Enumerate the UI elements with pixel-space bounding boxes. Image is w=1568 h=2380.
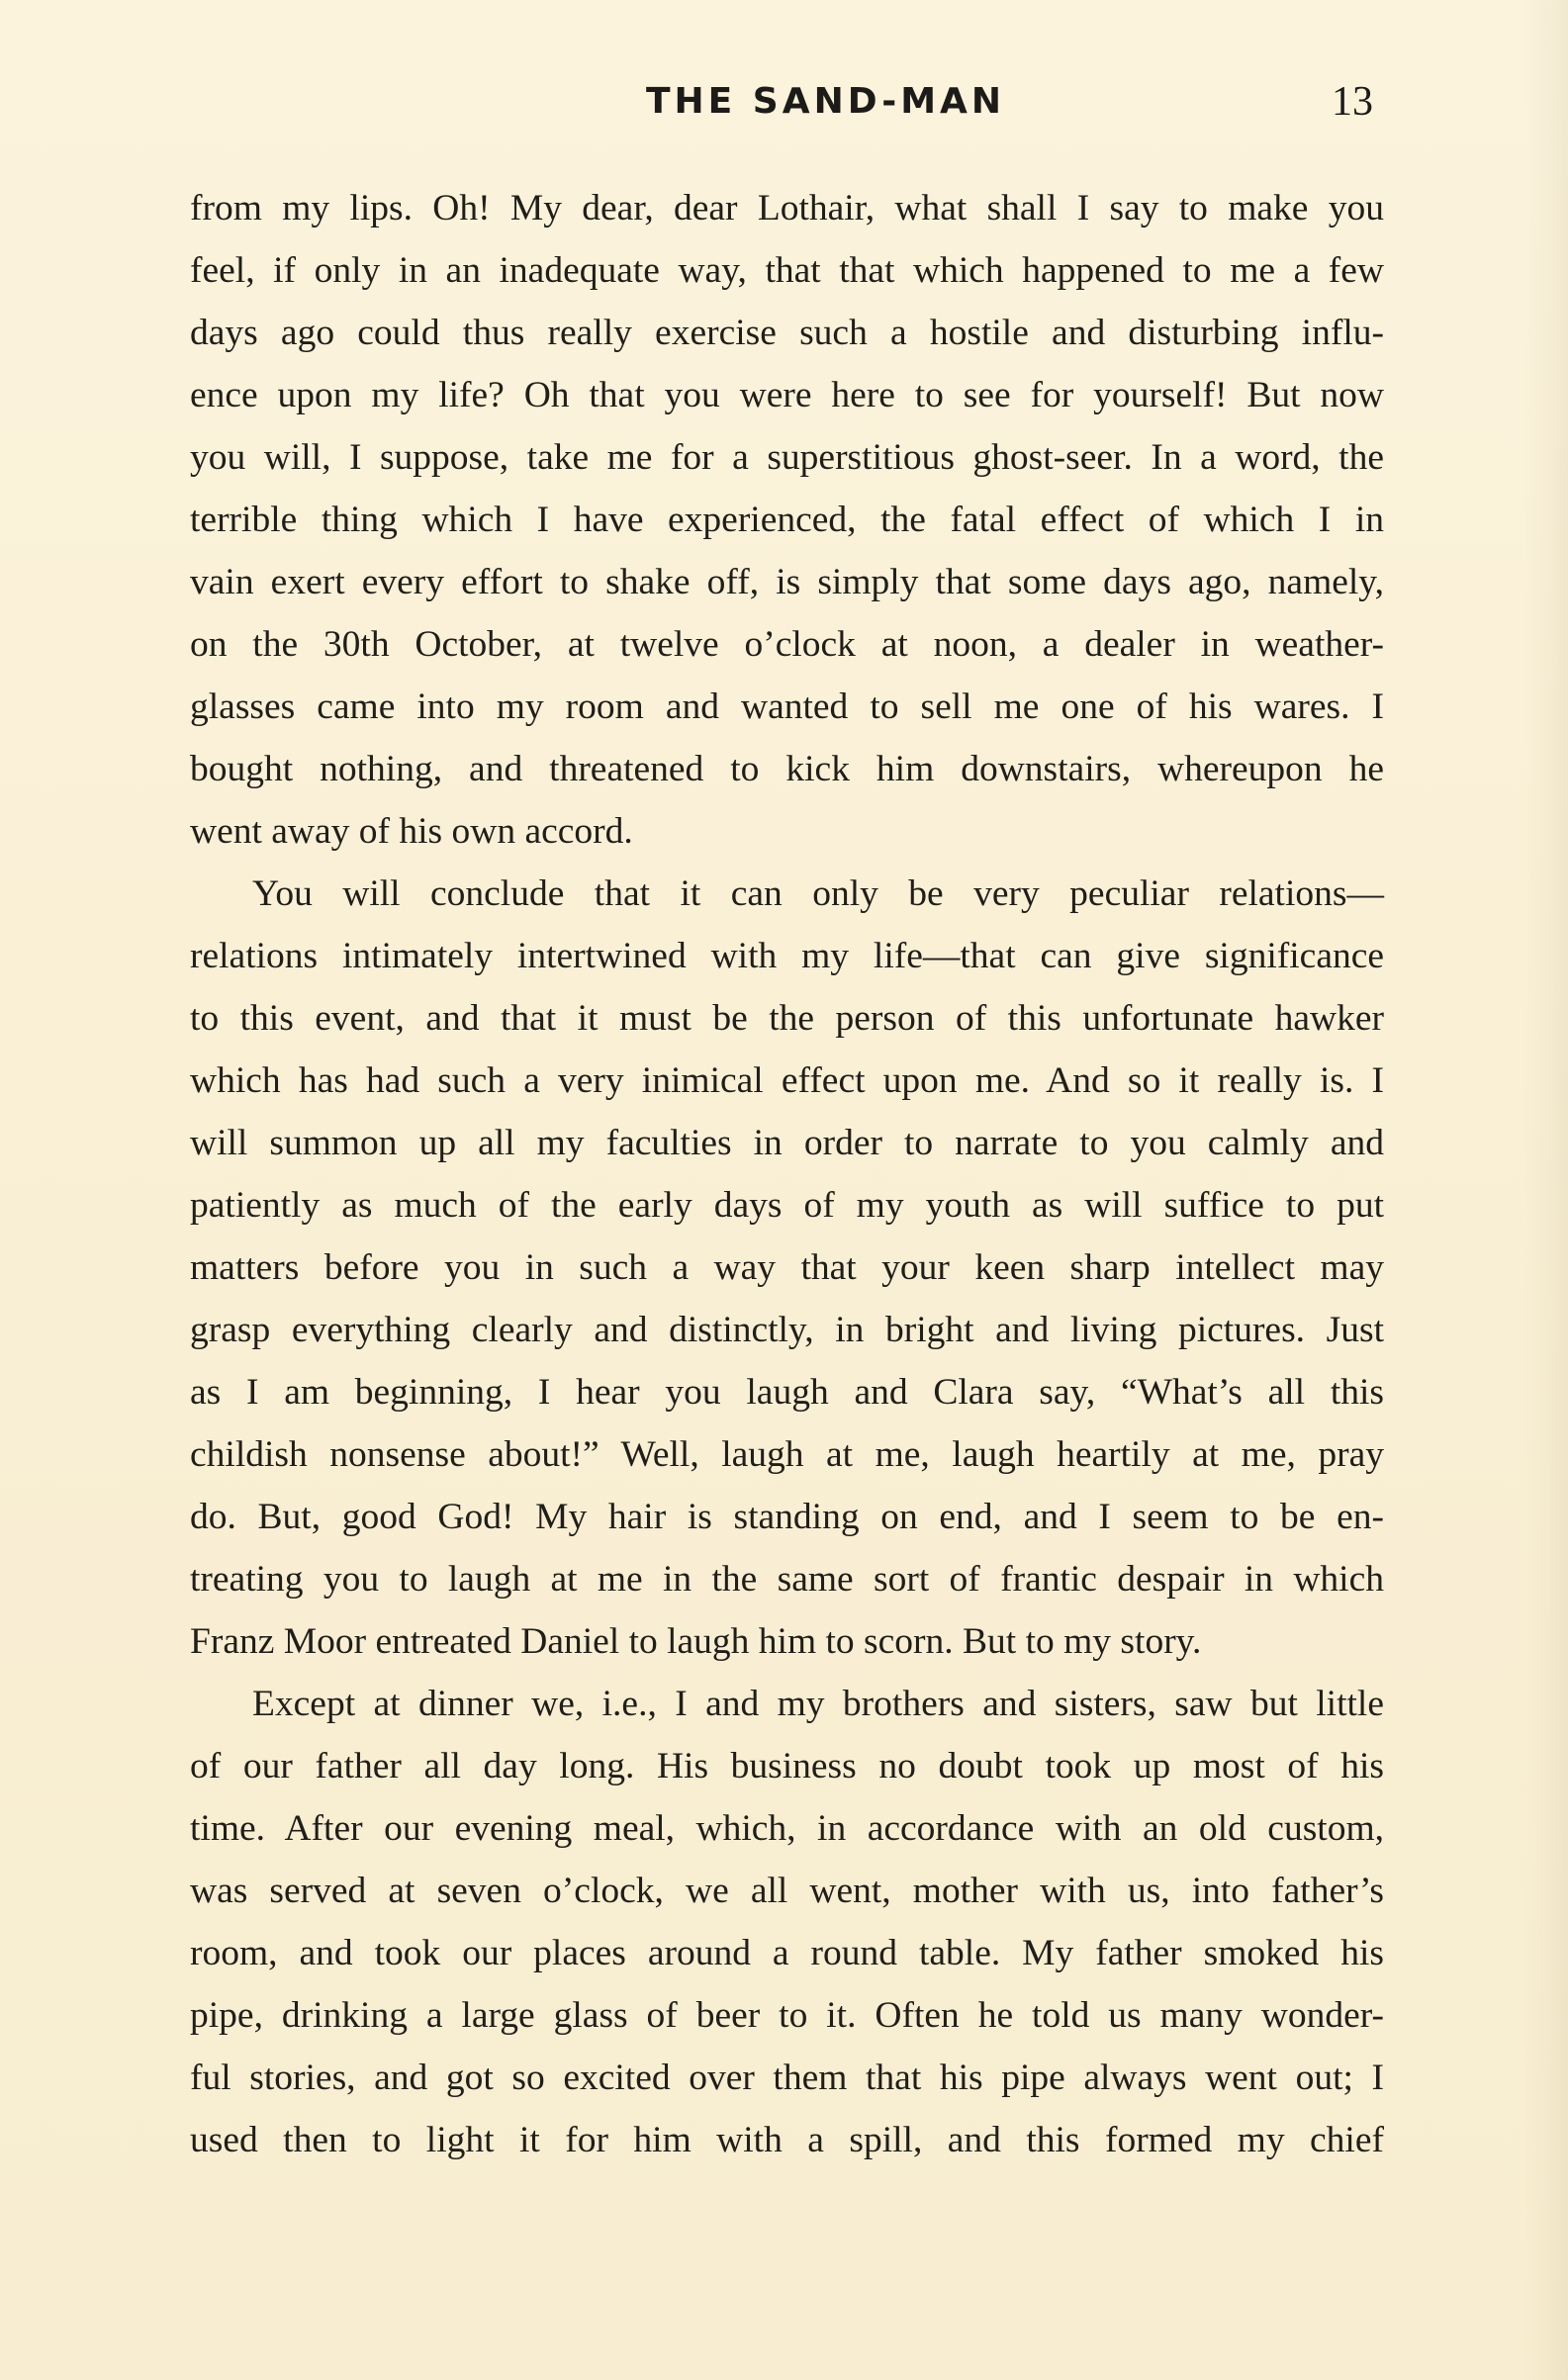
text-line: Except at dinner we, i.e., I and my brothers and sisters, saw but little xyxy=(252,1684,1384,1724)
text-line: from my lips. Oh! My dear, dear Lothair, what shall I say to make you xyxy=(190,188,1384,229)
text-line: vain exert every effort to shake off, is simply that some days ago, namely, xyxy=(190,562,1384,602)
text-line: which has had such a very inimical effect upon me. And so it really is. I xyxy=(190,1060,1384,1101)
text-line: matters before you in such a way that your keen sharp intellect may xyxy=(190,1247,1384,1288)
text-line: of our father all day long. His business no doubt took up most of his xyxy=(190,1746,1384,1786)
page-number: 13 xyxy=(1332,79,1373,125)
text-line: used then to light it for him with a spill, and this formed my chief xyxy=(190,2120,1384,2160)
page-gutter-shadow xyxy=(1523,0,1568,2380)
paragraph-2 xyxy=(190,863,1384,1673)
text-line: do. But, good God! My hair is standing on end, and I seem to be en- xyxy=(190,1497,1384,1537)
text-line: went away of his own accord. xyxy=(190,811,633,852)
text-line: time. After our evening meal, which, in accordance with an old custom, xyxy=(190,1808,1384,1849)
text-line: days ago could thus really exercise such a hostile and disturbing influ- xyxy=(190,313,1384,353)
paragraph-3 xyxy=(190,1673,1384,2171)
text-line: bought nothing, and threatened to kick him downstairs, whereupon he xyxy=(190,749,1384,789)
running-header xyxy=(0,77,1568,127)
text-line: ence upon my life? Oh that you were here to see for yourself! But now xyxy=(190,375,1384,415)
text-line: treating you to laugh at me in the same sort of frantic despair in which xyxy=(190,1559,1384,1600)
text-line: Franz Moor entreated Daniel to laugh him to scorn. But to my story. xyxy=(190,1621,1202,1662)
body-text xyxy=(190,177,1384,2171)
text-line: feel, if only in an inadequate way, that that which happened to me a few xyxy=(190,250,1384,291)
chapter-title: THE SAND-MAN xyxy=(646,81,1006,122)
text-line: relations intimately intertwined with my life—that can give significance xyxy=(190,936,1384,976)
text-line: was served at seven o’clock, we all went, mother with us, into father’s xyxy=(190,1871,1384,1911)
text-line: glasses came into my room and wanted to sell me one of his wares. I xyxy=(190,687,1384,727)
paragraph-1 xyxy=(190,177,1384,863)
text-line: as I am beginning, I hear you laugh and Clara say, “What’s all this xyxy=(190,1372,1384,1413)
text-line: You will conclude that it can only be very peculiar relations— xyxy=(252,873,1384,914)
text-line: patiently as much of the early days of my youth as will suffice to put xyxy=(190,1185,1384,1226)
text-line: on the 30th October, at twelve o’clock at noon, a dealer in weather- xyxy=(190,624,1384,665)
text-line: pipe, drinking a large glass of beer to it. Often he told us many wonder- xyxy=(190,1995,1384,2036)
text-line: room, and took our places around a round table. My father smoked his xyxy=(190,1933,1384,1973)
text-line: to this event, and that it must be the person of this unfortunate hawker xyxy=(190,998,1384,1039)
text-line: grasp everything clearly and distinctly, in bright and living pictures. Just xyxy=(190,1310,1384,1350)
text-line: childish nonsense about!” Well, laugh at me, laugh heartily at me, pray xyxy=(190,1434,1384,1475)
text-line: will summon up all my faculties in order to narrate to you calmly and xyxy=(190,1123,1384,1163)
text-line: you will, I suppose, take me for a superstitious ghost-seer. In a word, the xyxy=(190,437,1384,478)
text-line: terrible thing which I have experienced, the fatal effect of which I in xyxy=(190,500,1384,540)
text-line: ful stories, and got so excited over them that his pipe always went out; I xyxy=(190,2058,1384,2098)
